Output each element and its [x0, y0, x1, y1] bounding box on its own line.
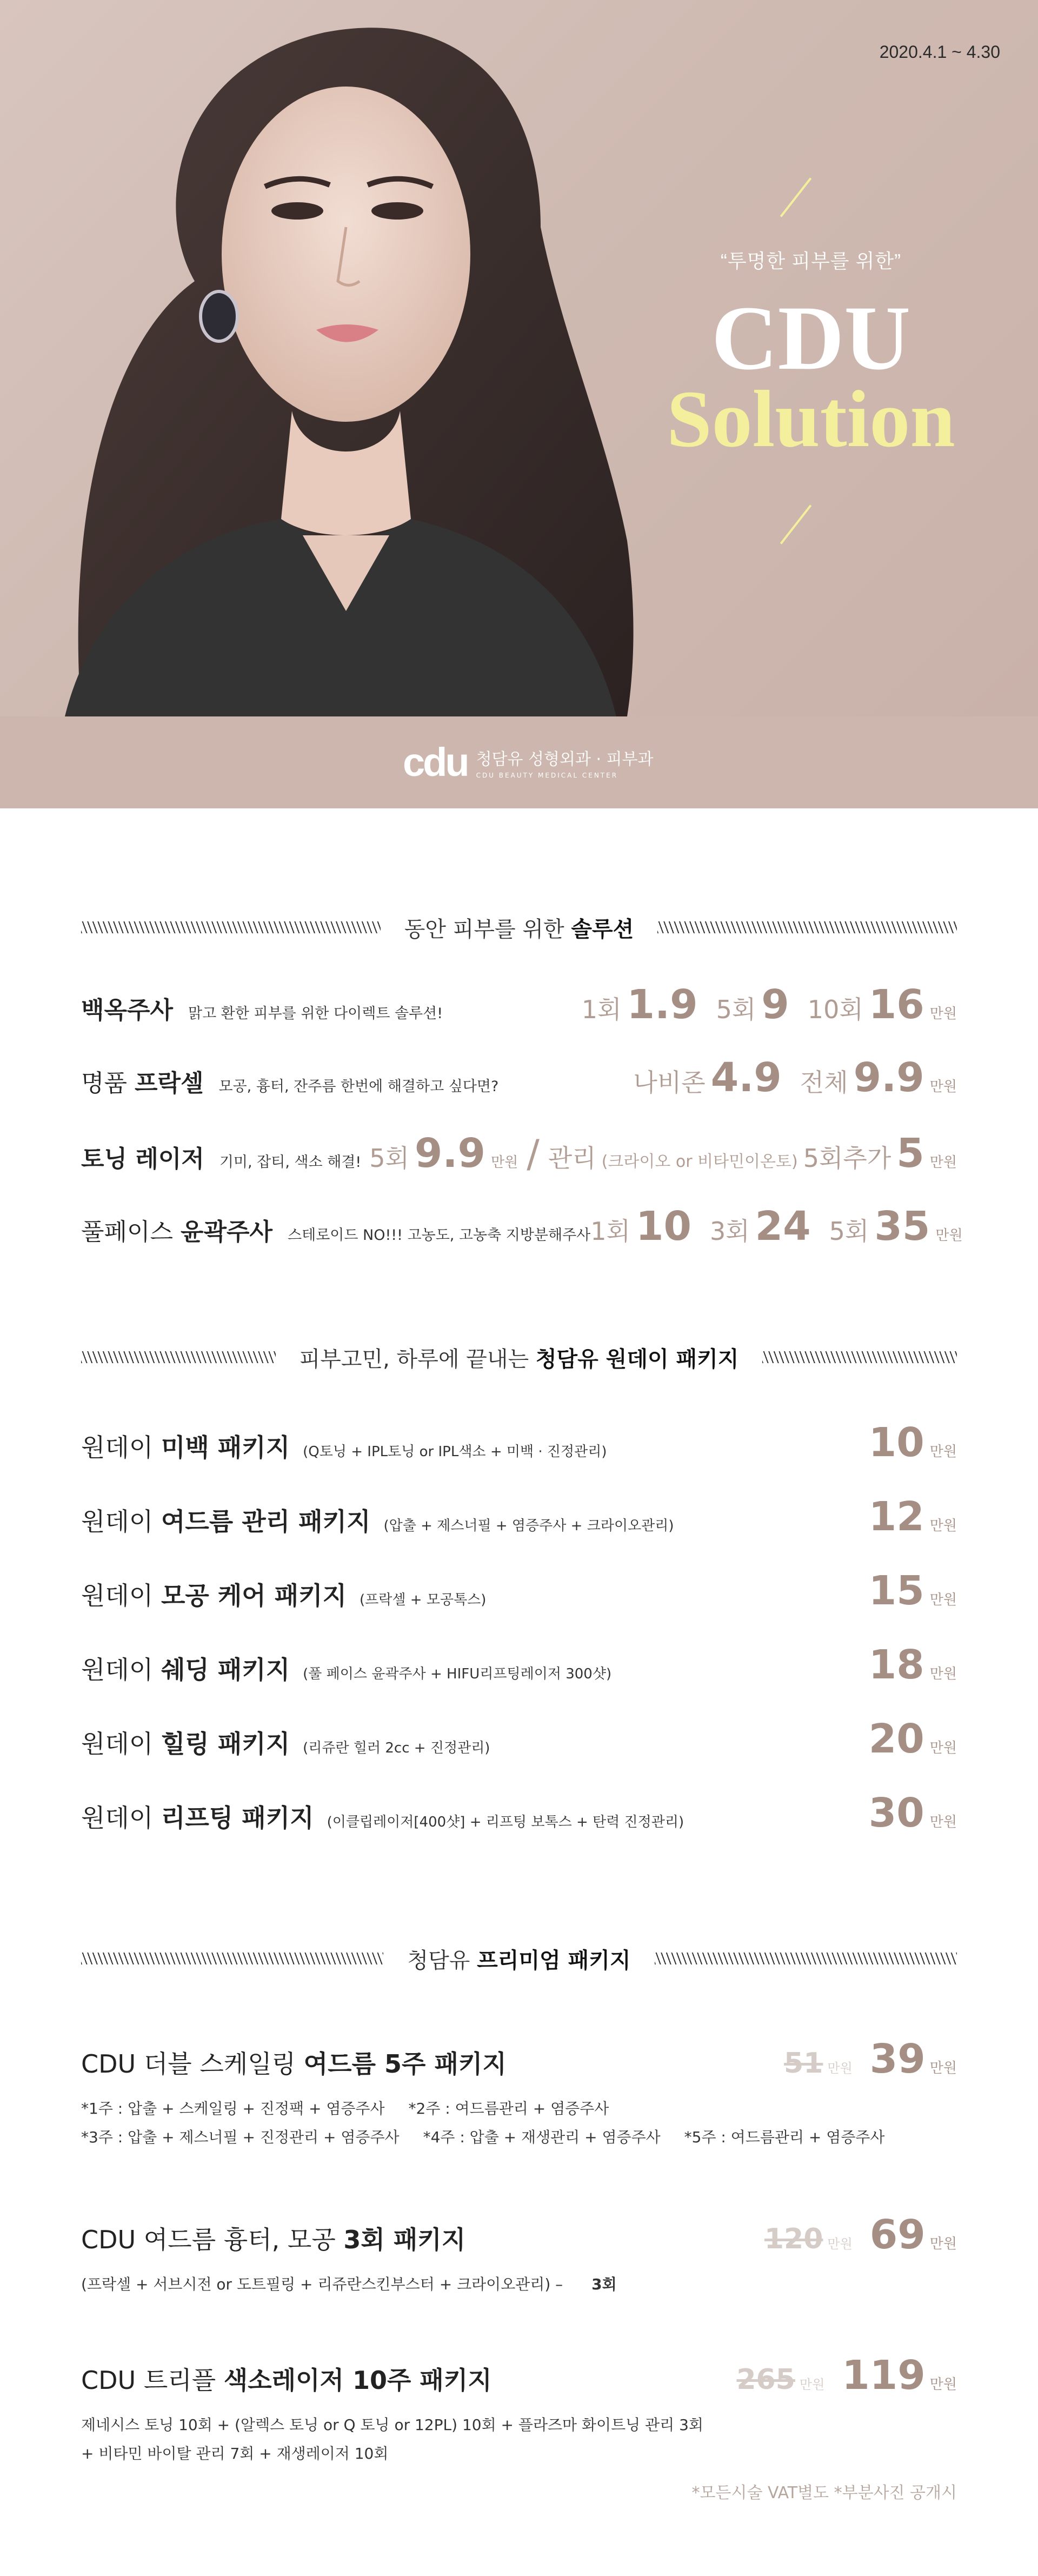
- package-price: 15: [868, 1568, 924, 1614]
- treatment-desc: 스테로이드 NO!!! 고농도, 고농축 지방분해주사: [288, 1227, 591, 1244]
- premium-title: CDU 더블 스케일링 여드름 5주 패키지: [81, 2049, 507, 2079]
- logo-mark: cdu: [403, 740, 468, 785]
- logo-name-en: CDU BEAUTY MEDICAL CENTER: [476, 772, 618, 779]
- package-name: 원데이 여드름 관리 패키지: [81, 1507, 371, 1536]
- treatment-desc: 맑고 환한 피부를 위한 다이렉트 솔루션!: [188, 1005, 443, 1022]
- treatment-desc: 모공, 흉터, 잔주름 한번에 해결하고 싶다면?: [218, 1078, 499, 1095]
- treatment-name: 풀페이스 윤곽주사: [81, 1218, 273, 1246]
- package-name: 원데이 쉐딩 패키지: [81, 1655, 290, 1684]
- clinic-logo: [403, 740, 654, 785]
- package-desc: (이클립레이저[400샷] + 리프팅 보톡스 + 탄력 진정관리): [327, 1814, 684, 1830]
- package-price: 20: [868, 1716, 924, 1762]
- premium-title: CDU 여드름 흉터, 모공 3회 패키지: [81, 2225, 466, 2254]
- premium-desc: 제네시스 토닝 10회 + (알렉스 토닝 or Q 토닝 or 12PL) 10회 + 플라즈마 화이트닝 관리 3회 + 비타민 바이탈 관리 7회 + 재생레이저 10회: [81, 2416, 703, 2463]
- hero-title-cdu: CDU: [711, 287, 911, 389]
- model-portrait: [0, 0, 681, 716]
- hatch-decor: [657, 921, 957, 933]
- package-row: 원데이 여드름 관리 패키지 (압출 + 제스너필 + 염증주사 + 크라이오관리) 12 만원: [81, 1493, 957, 1540]
- package-desc: (프락셀 + 모공톡스): [360, 1592, 487, 1608]
- treatment-row: [81, 1054, 957, 1103]
- package-name: 원데이 미백 패키지: [81, 1433, 290, 1462]
- section-title: 동안 피부를 위한 솔루션: [404, 917, 634, 942]
- hero-tagline: “투명한 피부를 위한”: [720, 250, 902, 272]
- decor-slash-bottom: [780, 504, 812, 544]
- premium-package: [81, 2352, 957, 2468]
- package-name: 원데이 리프팅 패키지: [81, 1803, 314, 1833]
- hero-banner: [0, 0, 1038, 716]
- hatch-decor: [655, 1953, 957, 1964]
- section-title: 청담유 프리미엄 패키지: [407, 1948, 631, 1973]
- section-title: 피부고민, 하루에 끝내는 청담유 원데이 패키지: [299, 1346, 739, 1372]
- treatment-row: [81, 981, 957, 1030]
- treatment-prices: 1회 10 3회 24 5회 35 만원: [590, 1203, 963, 1250]
- package-row: 원데이 미백 패키지 (Q토닝 + IPL토닝 or IPL색소 + 미백 · 진정관리) 10 만원: [81, 1419, 957, 1466]
- logo-bar: [0, 716, 1038, 808]
- package-price: 12: [868, 1493, 924, 1540]
- treatment-prices: 1회 1.9 5회 9 10회 16 만원: [581, 981, 957, 1028]
- package-row: 원데이 모공 케어 패키지 (프락셀 + 모공톡스) 15 만원: [81, 1568, 957, 1614]
- premium-price: 120 만원 69 만원: [764, 2212, 957, 2258]
- hatch-decor: [81, 921, 381, 933]
- package-name: 원데이 모공 케어 패키지: [81, 1581, 347, 1610]
- premium-package: [81, 2036, 957, 2152]
- package-row: 원데이 쉐딩 패키지 (풀 페이스 윤곽주사 + HIFU리프팅레이저 300샷) 18 만원: [81, 1642, 957, 1688]
- logo-name-ko: 청담유 성형외과 · 피부과: [476, 750, 654, 769]
- treatment-name: 명품 프락셀: [81, 1070, 204, 1097]
- package-row: 원데이 리프팅 패키지 (이클립레이저[400샷] + 리프팅 보톡스 + 탄력 진정관리) 30 만원: [81, 1790, 957, 1836]
- treatment-name: 토닝 레이저: [81, 1145, 204, 1173]
- hero-title-solution: Solution: [667, 374, 955, 464]
- package-row: 원데이 힐링 패키지 (리쥬란 힐러 2cc + 진정관리) 20 만원: [81, 1716, 957, 1762]
- section-head-solution: [81, 911, 957, 944]
- hatch-decor: [81, 1953, 383, 1964]
- premium-desc: (프락셀 + 서브시전 or 도트필링 + 리쥬란스킨부스터 + 크라이오관리) – 3회: [81, 2275, 617, 2293]
- section-head-premium: [81, 1942, 957, 1975]
- treatment-prices: 나비존 4.9 전체 9.9 만원: [633, 1054, 957, 1101]
- package-desc: (풀 페이스 윤곽주사 + HIFU리프팅레이저 300샷): [303, 1666, 612, 1682]
- footnote: *모든시술 VAT별도 *부분사진 공개시: [691, 2484, 957, 2502]
- premium-title: CDU 트리플 색소레이저 10주 패키지: [81, 2366, 492, 2395]
- treatment-row: [81, 1130, 957, 1179]
- treatment-name: 백옥주사: [81, 997, 174, 1024]
- treatment-row: [81, 1203, 963, 1252]
- hatch-decor: [81, 1351, 276, 1363]
- premium-package: [81, 2212, 957, 2299]
- hatch-decor: [762, 1351, 957, 1363]
- package-price: 30: [868, 1790, 924, 1836]
- package-desc: (압출 + 제스너필 + 염증주사 + 크라이오관리): [383, 1518, 674, 1534]
- package-desc: (리쥬란 힐러 2cc + 진정관리): [303, 1740, 490, 1756]
- promo-date: 2020.4.1 ~ 4.30: [879, 42, 1000, 62]
- premium-price: 51 만원 39 만원: [784, 2036, 957, 2082]
- treatment-desc: 기미, 잡티, 색소 해결!: [219, 1154, 362, 1171]
- premium-price: 265 만원 119 만원: [736, 2352, 957, 2399]
- section-head-oneday: [81, 1341, 957, 1373]
- decor-slash-top: [780, 177, 812, 217]
- treatment-prices: 5회 9.9 만원 / 관리 (크라이오 or 비타민이온토) 5회추가 5 만원: [369, 1130, 957, 1177]
- package-price: 18: [868, 1642, 924, 1688]
- package-price: 10: [868, 1419, 924, 1466]
- package-desc: (Q토닝 + IPL토닝 or IPL색소 + 미백 · 진정관리): [303, 1444, 607, 1460]
- package-name: 원데이 힐링 패키지: [81, 1729, 290, 1758]
- premium-schedule: *1주 : 압출 + 스케일링 + 진정팩 + 염증주사 *2주 : 여드름관리 + 염증주사 *3주 : 압출 + 제스너필 + 진정관리 + 염증주사 *4주 : 압출 + 재생관리 + 염증주사 *5주 : 여드름관리 + 염증주사: [81, 2100, 885, 2147]
